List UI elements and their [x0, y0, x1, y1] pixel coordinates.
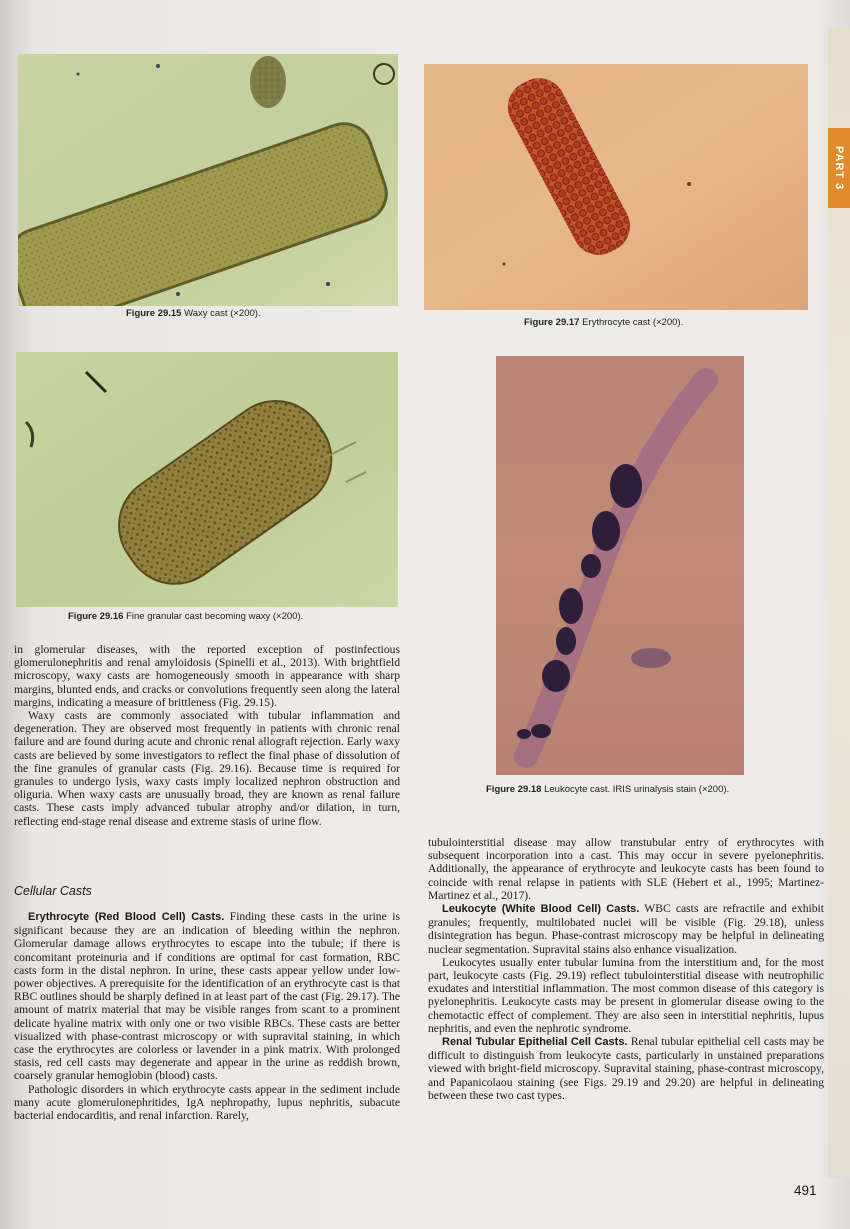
figure-text: Erythrocyte cast (×200). — [582, 317, 684, 328]
figure-29-16-image — [16, 352, 398, 607]
left-column-top — [14, 643, 400, 828]
paragraph: Pathologic disorders in which erythrocyte casts appear in the sediment include many acute glomerulonephritides, IgA nephropathy, lupus nephritis, subacute bacterial endocarditis, and renal infarction. Rarely, — [14, 1082, 400, 1123]
run-in-heading: Erythrocyte (Red Blood Cell) Casts. — [28, 911, 225, 923]
figure-label: Figure 29.17 — [524, 317, 580, 328]
figure-29-17-caption — [524, 317, 683, 328]
figure-text: Waxy cast (×200). — [184, 308, 261, 319]
figure-29-15-image — [18, 54, 398, 306]
figure-label: Figure 29.15 — [126, 308, 182, 319]
figure-label: Figure 29.18 — [486, 784, 542, 795]
figure-label: Figure 29.16 — [68, 611, 124, 622]
part-tab: PART 3 — [828, 128, 850, 208]
paragraph: Waxy casts are commonly associated with tubular inflammation and degeneration. They are observed most frequently in patients with chronic renal failure and are found during acute and chronic renal allograft rejection. Early waxy casts are believed by some investigators to reflect the final phase of dissolution of the fine granules of granular casts (Fig. 29.16). Because time is required for granules to undergo lysis, waxy casts imply localized nephron obstruction and oliguria. When waxy casts are unusually broad, they are known as renal failure casts. These casts imply advanced tubular atrophy and/or dilation, in turn, reflecting end-stage renal disease and extreme stasis of urine flow. — [14, 709, 400, 828]
paragraph: tubulointerstitial disease may allow transtubular entry of erythrocytes with subsequent incorporation into a cast. This may occur in severe pyelonephritis. Additionally, the appearance of erythrocyte and leukocyte casts has been found to coincide with renal relapse in patients with SLE (Hebert et al., 1995; Martinez-Martinez et al., 2017). — [428, 836, 824, 902]
figure-29-15-caption — [126, 308, 261, 319]
figure-text: Fine granular cast becoming waxy (×200). — [126, 611, 304, 622]
paragraph: Leukocytes usually enter tubular lumina from the interstitium and, for the most part, leukocyte casts (Fig. 29.19) reflect tubulointerstitial disease with neutrophilic exudates and interstitial inflammation. The most common disease of this category is pyelonephritis. Leukocyte casts may be present in glomerular disease owing to the chemotactic effect of complement. They are also seen in interstitial nephritis, lupus nephritis, and even the nephrotic syndrome. — [428, 955, 824, 1035]
right-column — [428, 836, 824, 1102]
figure-29-17-image — [424, 64, 808, 310]
run-in-heading: Renal Tubular Epithelial Cell Casts. — [442, 1036, 628, 1049]
run-in-heading: Leukocyte (White Blood Cell) Casts. — [442, 903, 640, 916]
figure-text: Leukocyte cast. IRIS urinalysis stain (×200). — [544, 784, 730, 795]
paragraph-text: Renal tubular epithelial cell casts may be difficult to distinguish from leukocyte casts, particularly in unstained preparations viewed with bright-field microscopy. Supravital staining, phase-contrast microscopy, and Papanicolaou staining (see Figs. 29.19 and 29.20) are helpful in delineating between these two cast types. — [428, 1035, 824, 1102]
left-column-bottom — [14, 910, 400, 1122]
paragraph: in glomerular diseases, with the reported exception of postinfectious glomerulonephritis and renal amyloidosis (Spinelli et al., 2013). With brightfield microscopy, waxy casts are homogeneously smooth in appearance with sharp margins, blunted ends, and cracks or convolutions frequently seen along the lateral margins, indicating a measure of brittleness (Fig. 29.15). — [14, 643, 400, 709]
figure-29-18-caption — [486, 784, 729, 795]
section-heading: Cellular Casts — [14, 884, 92, 898]
figure-29-16-caption — [68, 611, 303, 622]
figure-29-18-image — [496, 356, 744, 775]
paragraph — [14, 910, 400, 1083]
paragraph-text: Finding these casts in the urine is significant because they are an indication of bleeding within the nephron. Glomerular damage allows erythrocytes to escape into the tubule; if there is concomitant proteinuria and if conditions are optimal for cast formation, RBC casts form in the distal nephron. In urine, these casts appear yellow under low-power objectives. A prerequisite for the identification of an erythrocyte cast is that RBC outlines should be sharply defined in at least part of the cast (Fig. 29.17). The amount of matrix material that may be visible ranges from scant to a prominent delicate hyaline matrix with only one or two visible RBCs. These casts are better visualized with phase-contrast microscopy or with supravital staining, in which case the erythrocytes are colorless or lavender in a pink matrix. With prolonged stasis, red cell casts may degenerate and appear in the urine as reddish brown, coarsely granular hemoglobin (blood) casts. — [14, 910, 400, 1083]
paragraph — [428, 902, 824, 956]
paragraph-text: WBC casts are refractile and exhibit granules; frequently, multilobated nuclei will be visible (Fig. 29.18), unless disintegration has begun. Phase-contrast microscopy may be helpful in delineating nuclear segmentation. Supravital stains also enhance visualization. — [428, 902, 824, 956]
page-number: 491 — [794, 1183, 817, 1198]
paragraph — [428, 1035, 824, 1102]
